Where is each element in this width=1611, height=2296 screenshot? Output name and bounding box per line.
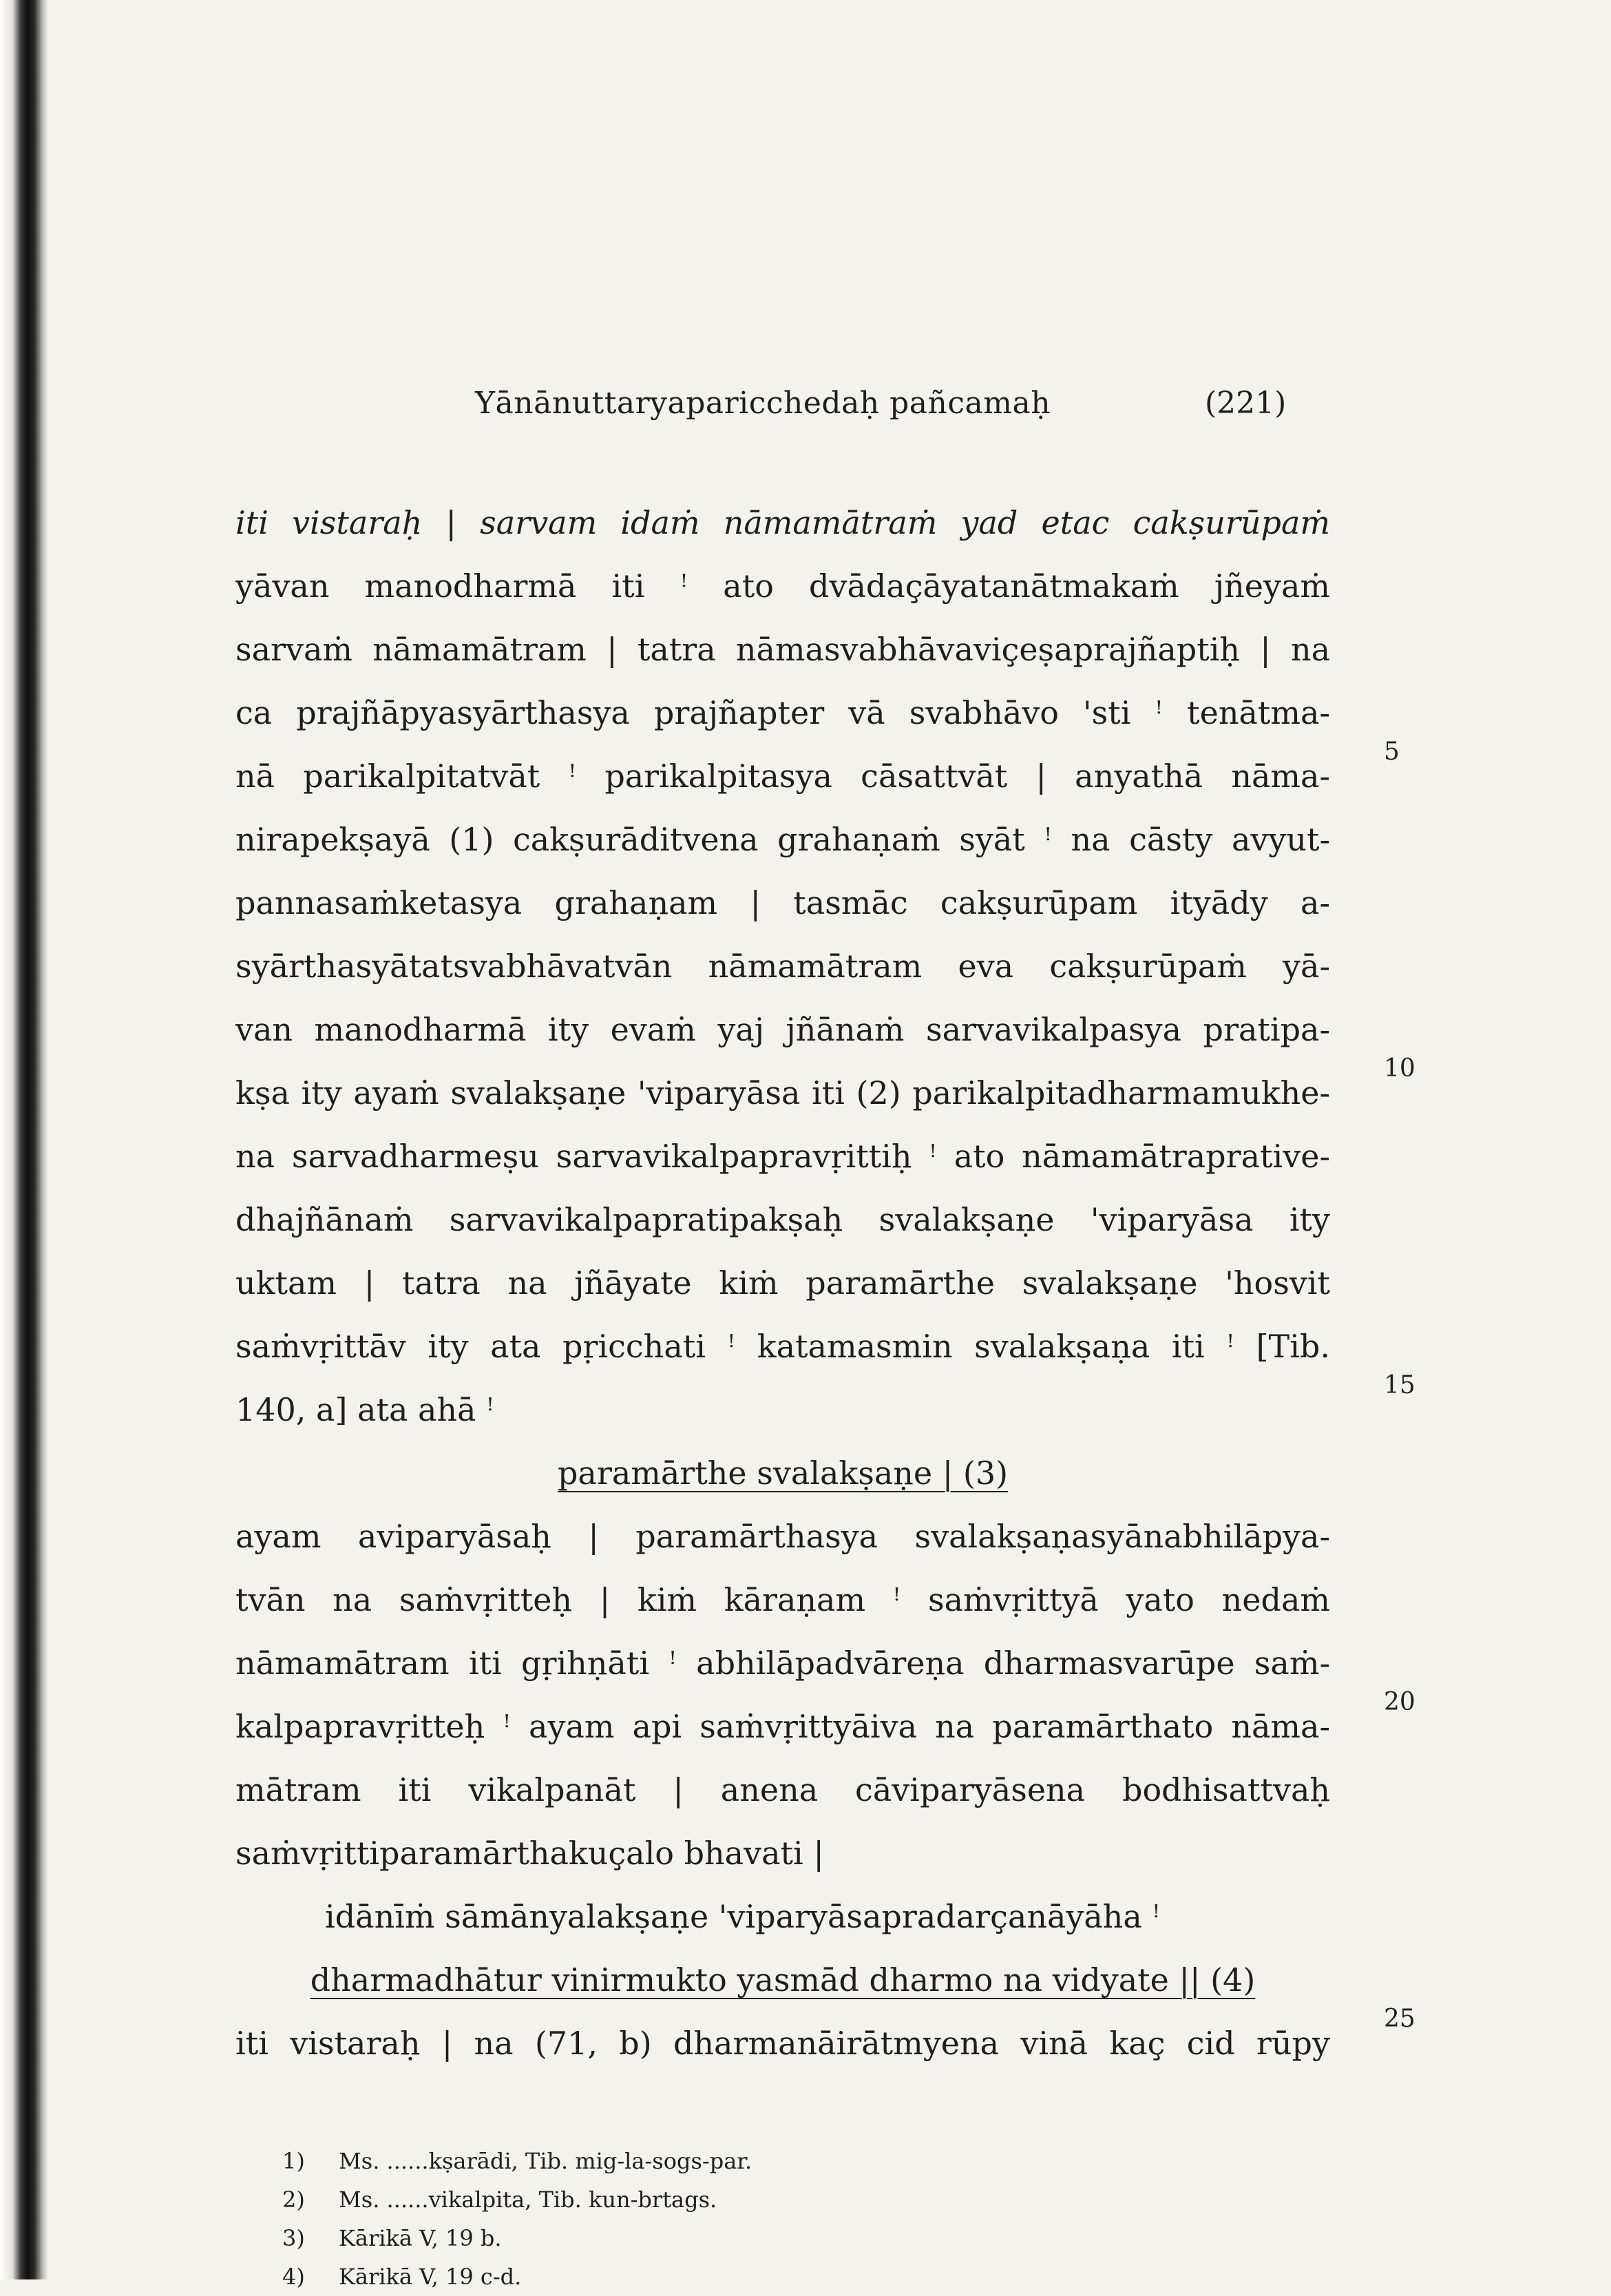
footnote-number: 4) xyxy=(282,2264,305,2290)
footnote xyxy=(282,2142,752,2180)
footnote xyxy=(282,2257,752,2296)
text-line: pannasaṁketasya grahaṇam | tasmāc cakṣurūpam ityādy a- xyxy=(235,884,1330,921)
text-line: dhajñānaṁ sarvavikalpapratipakṣaḥ svalakṣaṇe 'viparyāsa ity xyxy=(235,1201,1330,1238)
footnote xyxy=(282,2180,752,2219)
running-title: Yānānuttaryaparicchedaḥ pañcamaḥ xyxy=(475,386,1051,421)
page-header xyxy=(475,386,1342,421)
text-line: van manodharmā ity evaṁ yaj jñānaṁ sarvavikalpasya pratipa- xyxy=(235,1011,1330,1048)
text-line: ayam aviparyāsaḥ | paramārthasya svalakṣaṇasyānabhilāpya- xyxy=(235,1518,1330,1555)
footnote xyxy=(282,2219,752,2257)
karika-verse: dharmadhātur vinirmukto yasmād dharmo na vidyate || (4) xyxy=(310,1961,1256,1998)
text-line: mātram iti vikalpanāt | anena cāviparyāsena bodhisattvaḥ xyxy=(235,1771,1330,1808)
main-text xyxy=(235,491,1330,2075)
text-line: kṣa ity ayaṁ svalakṣaṇe 'viparyāsa iti (2) parikalpitadharmamukhe- xyxy=(235,1074,1330,1112)
text-line: yāvan manodharmā iti ꜝ ato dvādaçāyatanātmakaṁ jñeyaṁ xyxy=(235,567,1330,605)
line-number: 20 xyxy=(1384,1688,1415,1716)
text-line: kalpapravṛitteḥ ꜝ ayam api saṁvṛittyāiva na paramārthato nāma- xyxy=(235,1708,1330,1745)
line-number: 15 xyxy=(1384,1371,1415,1399)
text-line: 140, a] ata ahā ꜝ xyxy=(235,1391,494,1428)
line-number: 10 xyxy=(1384,1054,1415,1083)
footnotes xyxy=(282,2142,752,2296)
text-line: iti vistaraḥ | sarvam idaṁ nāmamātraṁ yad etac cakṣurūpaṁ xyxy=(235,504,1330,541)
karika-verse: paramārthe svalakṣaṇe | (3) xyxy=(557,1454,1009,1492)
footnote-text: Kārikā V, 19 b. xyxy=(339,2225,502,2251)
text-line: idānīṁ sāmānyalakṣaṇe 'viparyāsapradarçanāyāha ꜝ xyxy=(325,1898,1161,1935)
text-line: syārthasyātatsvabhāvatvān nāmamātram eva cakṣurūpaṁ yā- xyxy=(235,948,1330,985)
text-line: saṁvṛittiparamārthakuçalo bhavati | xyxy=(235,1835,824,1872)
text-line: nirapekṣayā (1) cakṣurāditvena grahaṇaṁ syāt ꜝ na cāsty avyut- xyxy=(235,821,1330,858)
line-number: 25 xyxy=(1384,2005,1415,2033)
text-line: nā parikalpitatvāt ꜝ parikalpitasya cāsattvāt | anyathā nāma- xyxy=(235,758,1330,795)
text-line: sarvaṁ nāmamātram | tatra nāmasvabhāvaviçeṣaprajñaptiḥ | na xyxy=(235,631,1330,668)
text-line: ca prajñāpyasyārthasya prajñapter vā svabhāvo 'sti ꜝ tenātma- xyxy=(235,694,1330,731)
page-number: (221) xyxy=(1205,386,1287,421)
text-line: na sarvadharmeṣu sarvavikalpapravṛittiḥ ꜝ ato nāmamātraprative- xyxy=(235,1138,1330,1175)
text-line: tvān na saṁvṛitteḥ | kiṁ kāraṇam ꜝ saṁvṛittyā yato nedaṁ xyxy=(235,1581,1330,1618)
text-line: iti vistaraḥ | na (71, b) dharmanāirātmyena vinā kaç cid rūpy xyxy=(235,2025,1330,2062)
footnote-text: Ms. ......kṣarādi, Tib. mig-la-sogs-par. xyxy=(339,2148,752,2174)
footnote-number: 2) xyxy=(282,2187,305,2213)
footnote-text: Ms. ......vikalpita, Tib. kun-brtags. xyxy=(339,2187,717,2213)
text-line: uktam | tatra na jñāyate kiṁ paramārthe svalakṣaṇe 'hosvit xyxy=(235,1264,1330,1302)
footnote-text: Kārikā V, 19 c-d. xyxy=(339,2264,522,2290)
footnote-number: 1) xyxy=(282,2148,305,2174)
text-line: nāmamātram iti gṛihṇāti ꜝ abhilāpadvāreṇa dharmasvarūpe saṁ- xyxy=(235,1645,1330,1682)
footnote-number: 3) xyxy=(282,2225,305,2251)
text-line: saṁvṛittāv ity ata pṛicchati ꜝ katamasmin svalakṣaṇa iti ꜝ [Tib. xyxy=(235,1328,1330,1365)
line-number: 5 xyxy=(1384,738,1400,766)
book-binding-edge xyxy=(0,0,48,2279)
